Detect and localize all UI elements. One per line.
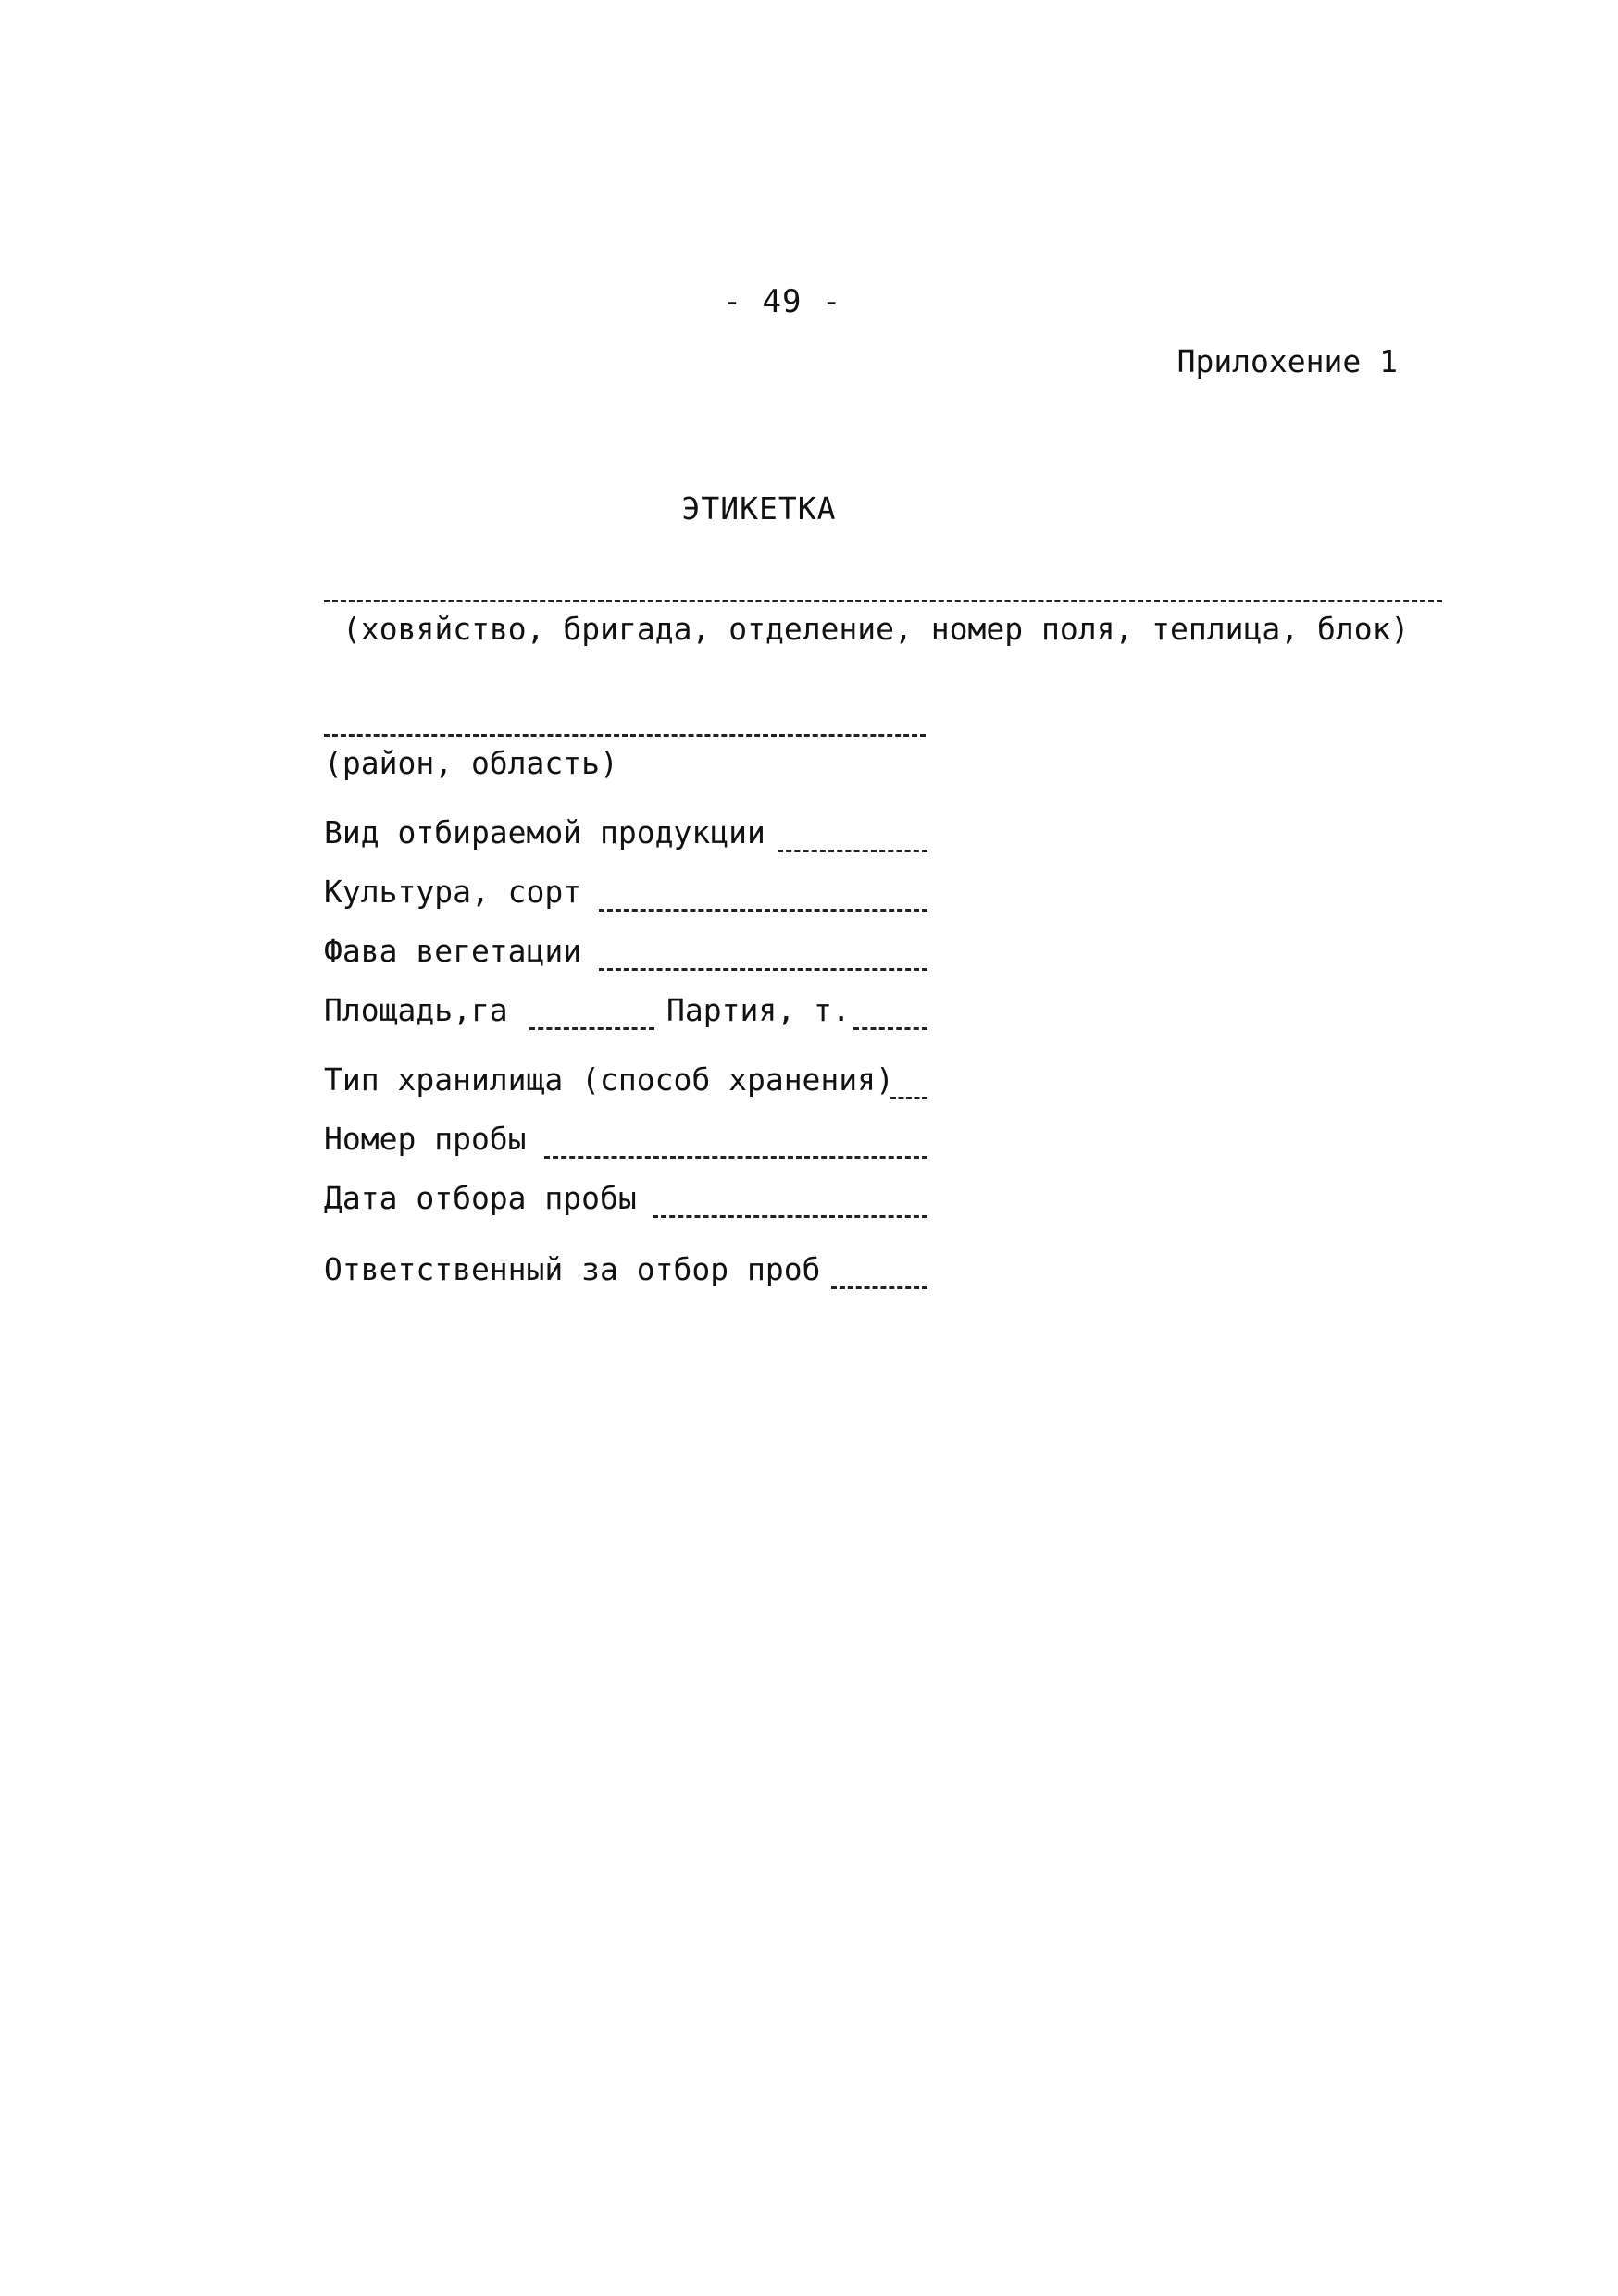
field-label: Ответственный за отбор проб [324, 1251, 821, 1287]
page-number: - 49 - [722, 283, 842, 320]
field-label: Вид отбираемой продукции [324, 814, 765, 850]
field-blank-line [890, 1097, 927, 1099]
field-label: Номер пробы [324, 1121, 527, 1157]
field-label: Тип хранилища (способ хранения) [324, 1061, 894, 1098]
field-product-type [324, 814, 927, 855]
field-area-batch [324, 992, 927, 1033]
field-label: Фава вегетации [324, 933, 582, 969]
field-sampling-date [324, 1180, 927, 1221]
farm-blank-line [324, 600, 1442, 602]
district-blank-line [324, 734, 926, 737]
district-caption: (район, область) [324, 745, 618, 781]
field-blank-line [831, 1286, 927, 1289]
field-label: Площадь,га [324, 992, 508, 1028]
field-blank-line [599, 909, 927, 912]
field-sample-number [324, 1121, 927, 1161]
label-title: ЭТИКЕТКА [681, 490, 837, 527]
farm-caption: (ховяйство, бригада, отделение, номер поля, теплица, блок) [342, 611, 1410, 647]
field-label: Культура, сорт [324, 874, 582, 910]
field-storage-type [324, 1061, 927, 1102]
field-vegetation-phase [324, 933, 927, 974]
field-label: Дата отбора пробы [324, 1180, 637, 1216]
field-blank-line [544, 1156, 927, 1159]
field-blank-line [529, 1027, 654, 1030]
field-crop-variety [324, 874, 927, 914]
field-blank-line [778, 850, 927, 852]
field-blank-line [653, 1215, 927, 1218]
field-responsible [324, 1251, 927, 1292]
appendix-label: Прилохение 1 [1176, 343, 1398, 379]
field-blank-line [853, 1027, 927, 1030]
field-label: Партия, т. [666, 992, 851, 1028]
field-blank-line [599, 968, 927, 971]
